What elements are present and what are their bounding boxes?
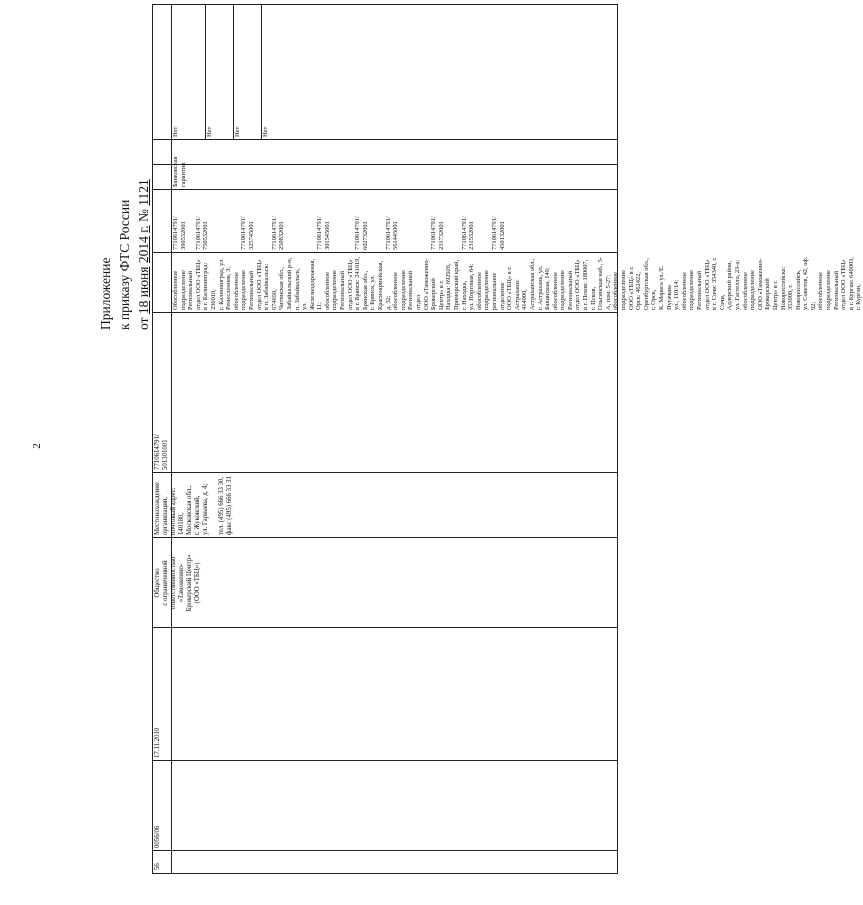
subdivision-inn-kpp: 7710614791/ 390532001 7710614791/ 750532001 7710614791/ 325745001 7710614791/ 250832001 7710614791/ 301545001 7710614791/ 602732001 7710614791/ 561445001 7710614791/ 231732001 7710614791/ 231532001 7710614791/ 450132001 bbox=[172, 216, 506, 250]
registration-number: 0056/06 bbox=[154, 825, 161, 848]
year-suffix: г. bbox=[136, 225, 151, 233]
empty-cell bbox=[153, 165, 171, 190]
date-prefix: от bbox=[136, 317, 151, 330]
page-number: 2 bbox=[30, 443, 43, 449]
column-divider bbox=[153, 850, 617, 851]
number-sign: № bbox=[136, 209, 151, 222]
flag-cell: Нет bbox=[206, 126, 213, 137]
flag-cell: Нет bbox=[172, 126, 179, 137]
date-year: 2014 bbox=[136, 236, 151, 264]
appendix-title: Приложение bbox=[98, 257, 113, 330]
subdivisions-list: Обособленное подразделение Региональный отдел ООО «ТБЦ» в г. Калининград: 236010, г. Калининград, ул. Ремесленная, 3; обособленное подразделение Региональный отдел ООО «ТБЦ» в п. Забайкальск: 674650, Читинская обл., Забайкальский р-н, п. Забайкальск, ул. Железнодорожная, 11; обособленное подразделение Региональный отдел ООО «ТБЦ» в г. Брянск: 241019, Брянская обл., г. Брянск, ул. Красноармейская, д. 32; обособленное подразделение Региональный отдел ООО «Таможенно-Брокерский Центр» в г. Находка: 692926, Приморский край, г. Находка, ул. Портовая, 64; обособленное подразделение региональное отделение ООО «ТБЦ» в г. Астрахани: 414000, Астраханская обл., г. Астрахань, ул. Бакинская, 149; обособленное подразделение Региональный отдел ООО «ТБЦ» в г. Псков: 180007, г. Псков, Ольгинская наб., 5-А, пом. 5-27; обособленное подразделение ООО «ТБЦ» в г. Орск: 462422, Оренбургская обл., г. Орск, К. Маркса ул./Е. Пугачева ул., 110/14; обособленное подразделение Региональный отдел ООО «ТБЦ» в г. Сочи: 354340, г. Сочи, Адлерский район, ул. Гастелло, 23-а; обособленное подразделение ООО «Таможенно-Брокерский Центр» в г. Новороссийске: 353900, г. Новороссийск, ул. Советов, 42, оф. 92; обособленное подразделение Региональный отдел ООО «ТБЦ» в г. Курган: 640003, г. Курган, bbox=[172, 256, 863, 310]
order-reference: к приказу ФТС России bbox=[117, 199, 132, 330]
organization-name: Общество с ограниченной ответственностью «Таможенно- Брокерский Центр» (ООО «ТБЦ») bbox=[154, 554, 201, 612]
date-day: 18 bbox=[136, 300, 151, 315]
rotated-page bbox=[90, 0, 863, 890]
column-divider bbox=[153, 760, 617, 761]
registry-table bbox=[152, 4, 863, 874]
date-month: июня bbox=[136, 266, 151, 298]
order-date-line bbox=[134, 30, 153, 330]
empty-cell bbox=[153, 253, 171, 313]
order-number: 1121 bbox=[136, 179, 151, 206]
registration-date: 17.11.2010 bbox=[154, 727, 161, 758]
security-type: Банковская гарантия bbox=[172, 156, 187, 187]
inn-kpp: 7710614791/ 501301001 bbox=[154, 434, 169, 470]
appendix-header bbox=[96, 30, 153, 330]
row-index: 56 bbox=[154, 863, 161, 870]
flag-cell: Нет bbox=[262, 126, 269, 137]
flag-cell: Нет bbox=[234, 126, 241, 137]
empty-cell bbox=[153, 140, 171, 165]
organization-location: Местонахождение организации, почтовый адрес: 140180, Московская обл., г. Жуковский, ул. Гарнаева, д. 4; тел. (495) 666 33 30, факс (495) 666 33 31 bbox=[154, 476, 233, 535]
